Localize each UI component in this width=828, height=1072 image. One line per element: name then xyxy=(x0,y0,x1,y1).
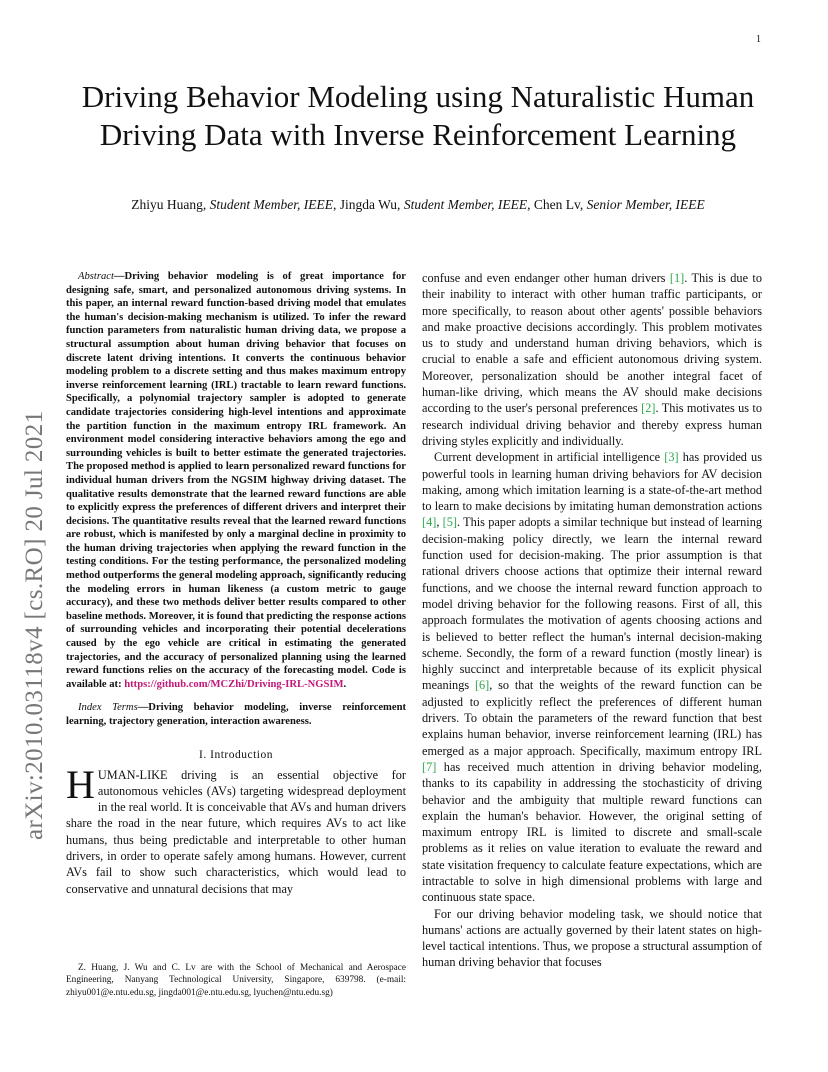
author-list xyxy=(60,197,776,213)
citation-link[interactable]: [6] xyxy=(474,678,490,693)
text-run: . This is due to their inability to interact with other human traffic participants, or more specifically, to reason about other agents' possible behaviors and make proactive decisions accordingly. This problem motivates us to study and understand human driving behaviors, which is crucial to enable a safe and efficient autonomous driving system. Moreover, personalization should be another integral facet of human-like driving, which means the AV should make decisions according to the user's personal preferences xyxy=(422,271,762,416)
author-role: Senior Member, IEEE xyxy=(586,197,705,212)
citation-link[interactable]: [5] xyxy=(442,515,457,530)
text-run: has provided us powerful tools in learning human driving behaviors for AV decision making, among which imitation learning is a state-of-the-art method to learn to make decisions by imitating human demonstration actions xyxy=(422,450,762,514)
drop-cap: H xyxy=(66,761,95,807)
text-run: , so that the weights of the reward function can be adjusted to explicitly reflect the preferences of different human drivers. To obtain the parameters of the reward function that best explains human behavior, inverse reinforcement learning (IRL) has emerged as a major approach. Specifically, maximum entropy IRL xyxy=(422,678,763,758)
author-footnote: Z. Huang, J. Wu and C. Lv are with the School of Mechanical and Aerospace Engineering, Nanyang Technological University, Singapore, 639798. (e-mail: zhiyu001@e.ntu.edu.sg, jingda001@e.ntu.edu.sg, lyuchen@ntu.edu.sg) xyxy=(66,963,406,998)
text-run: has received much attention in driving behavior modeling, thanks to its capability in addressing the stochasticity of driving behavior and the ambiguity that multiple reward functions can explain the human's behavior. However, the original setting of maximum entropy IRL is limited to discrete and small-scale problems as it relies on value iteration to evaluate the reward and state visitation frequency to calculate feature expectations, which are intractable to solve in high dimensional problems with large and continuous state space. xyxy=(422,759,762,905)
author-role: Student Member, IEEE xyxy=(209,197,333,212)
paragraph: For our driving behavior modeling task, we should notice that humans' actions are actually governed by their latent states on high-level tactical intentions. Thus, we propose a structural assumption of human driving behavior that focuses xyxy=(422,906,762,970)
citation-link[interactable]: [4] xyxy=(422,515,437,530)
author-name: , Chen Lv, xyxy=(527,197,587,212)
abstract xyxy=(66,270,406,691)
intro-paragraph xyxy=(66,761,406,897)
paragraph xyxy=(422,270,762,449)
abstract-end: . xyxy=(343,678,347,690)
index-terms-text: —Driving behavior modeling, inverse reinforcement learning, trajectory generation, interaction awareness. xyxy=(66,702,406,727)
left-column xyxy=(66,270,406,897)
page-number: 1 xyxy=(756,34,761,45)
section-heading-introduction: I. Introduction xyxy=(199,748,273,761)
arxiv-stamp: arXiv:2010.03118v4 [cs.RO] 20 Jul 2021 xyxy=(21,410,48,840)
text-run: confuse and even endanger other human drivers xyxy=(422,271,670,285)
author-name: Zhiyu Huang, xyxy=(131,197,210,212)
paragraph xyxy=(422,449,762,905)
text-run: , xyxy=(436,515,443,530)
citation-link[interactable]: [1] xyxy=(669,271,685,285)
index-terms xyxy=(66,701,406,728)
abstract-text: —Driving behavior modeling is of great importance for designing safe, smart, and personalized autonomous driving systems. In this paper, an internal reward function-based driving model that emulates the human's decision-making mechanism is utilized. To infer the reward function parameters from naturalistic human driving data, we propose a structural assumption about human driving behavior that focuses on discrete latent driving intentions. It converts the continuous behavior modeling problem to a discrete setting and thus makes maximum entropy inverse reinforcement learning (IRL) tractable to learn reward functions. Specifically, a polynomial trajectory sampler is adopted to generate candidate trajectories considering high-level intentions and approximate the partition function in the maximum entropy IRL framework. An environment model considering interactive behaviors among the ego and surrounding vehicles is built to better estimate the generated trajectories. The proposed method is applied to learn personalized reward functions for individual human drivers from the NGSIM highway driving dataset. The qualitative results demonstrate that the learned reward functions are able to explicitly express the preferences of different drivers and interpret their decisions. The quantitative results reveal that the learned reward functions are robust, which is manifested by only a marginal decline in proximity to the human driving trajectories when applying the reward function in the testing conditions. For the testing performance, the personalized modeling method outperforms the general modeling approach, significantly reducing the modeling errors in human likeness (a custom metric to gauge accuracy), and these two methods deliver better results compared to other baseline methods. Moreover, it is found that predicting the response actions of surrounding vehicles and incorporating their potential decelerations caused by the ego vehicle are critical in estimating the generated trajectories, and the accuracy of personalized planning using the learned reward functions relies on the accuracy of the forecasting model. Code is available at: xyxy=(66,271,406,690)
author-role: Student Member, IEEE xyxy=(403,197,528,212)
code-link[interactable]: https://github.com/MCZhi/Driving-IRL-NGSIM xyxy=(124,678,344,690)
citation-link[interactable]: [2] xyxy=(641,401,656,416)
paper-title: Driving Behavior Modeling using Naturalistic Human Driving Data with Inverse Reinforcement Learning xyxy=(81,79,755,152)
author-name: , Jingda Wu, xyxy=(332,197,404,212)
citation-link[interactable]: [3] xyxy=(664,450,679,465)
abstract-lead: Abstract xyxy=(78,271,114,282)
text-run: . This paper adopts a similar technique but instead of learning decision-making policy directly, we learn the internal reward function used for decision-making. The prior assumption is that rational drivers choose actions that optimize their internal reward functions, and we choose the internal reward function approach to model driving behavior for the following reasons. First of all, this approach formulates the motivation of agents choosing actions and is believed to better reflect the human's internal decision-making scheme. Secondly, the form of a reward function (mostly linear) is highly succinct and interpretable because of its explicit physical meanings xyxy=(422,515,762,693)
citation-link[interactable]: [7] xyxy=(422,759,437,774)
index-terms-lead: Index Terms xyxy=(78,702,138,714)
right-column xyxy=(422,270,762,971)
text-run: Current development in artificial intelligence xyxy=(434,450,665,465)
text-run: . This motivates us to research individual driving behavior and thereby express human driving styles explicitly and individually. xyxy=(422,401,762,448)
intro-text: UMAN-LIKE driving is an essential objective for autonomous vehicles (AVs) targeting widespread deployment in the real world. It is conceivable that AVs and human drivers share the road in the near future, which requires AVs to act like humans, thus being predictable and interpretable to other human drivers, in order to operate safely among humans. However, current AVs fail to show such characteristics, which would lead to conservative and unnatural decisions that may xyxy=(66,767,406,896)
